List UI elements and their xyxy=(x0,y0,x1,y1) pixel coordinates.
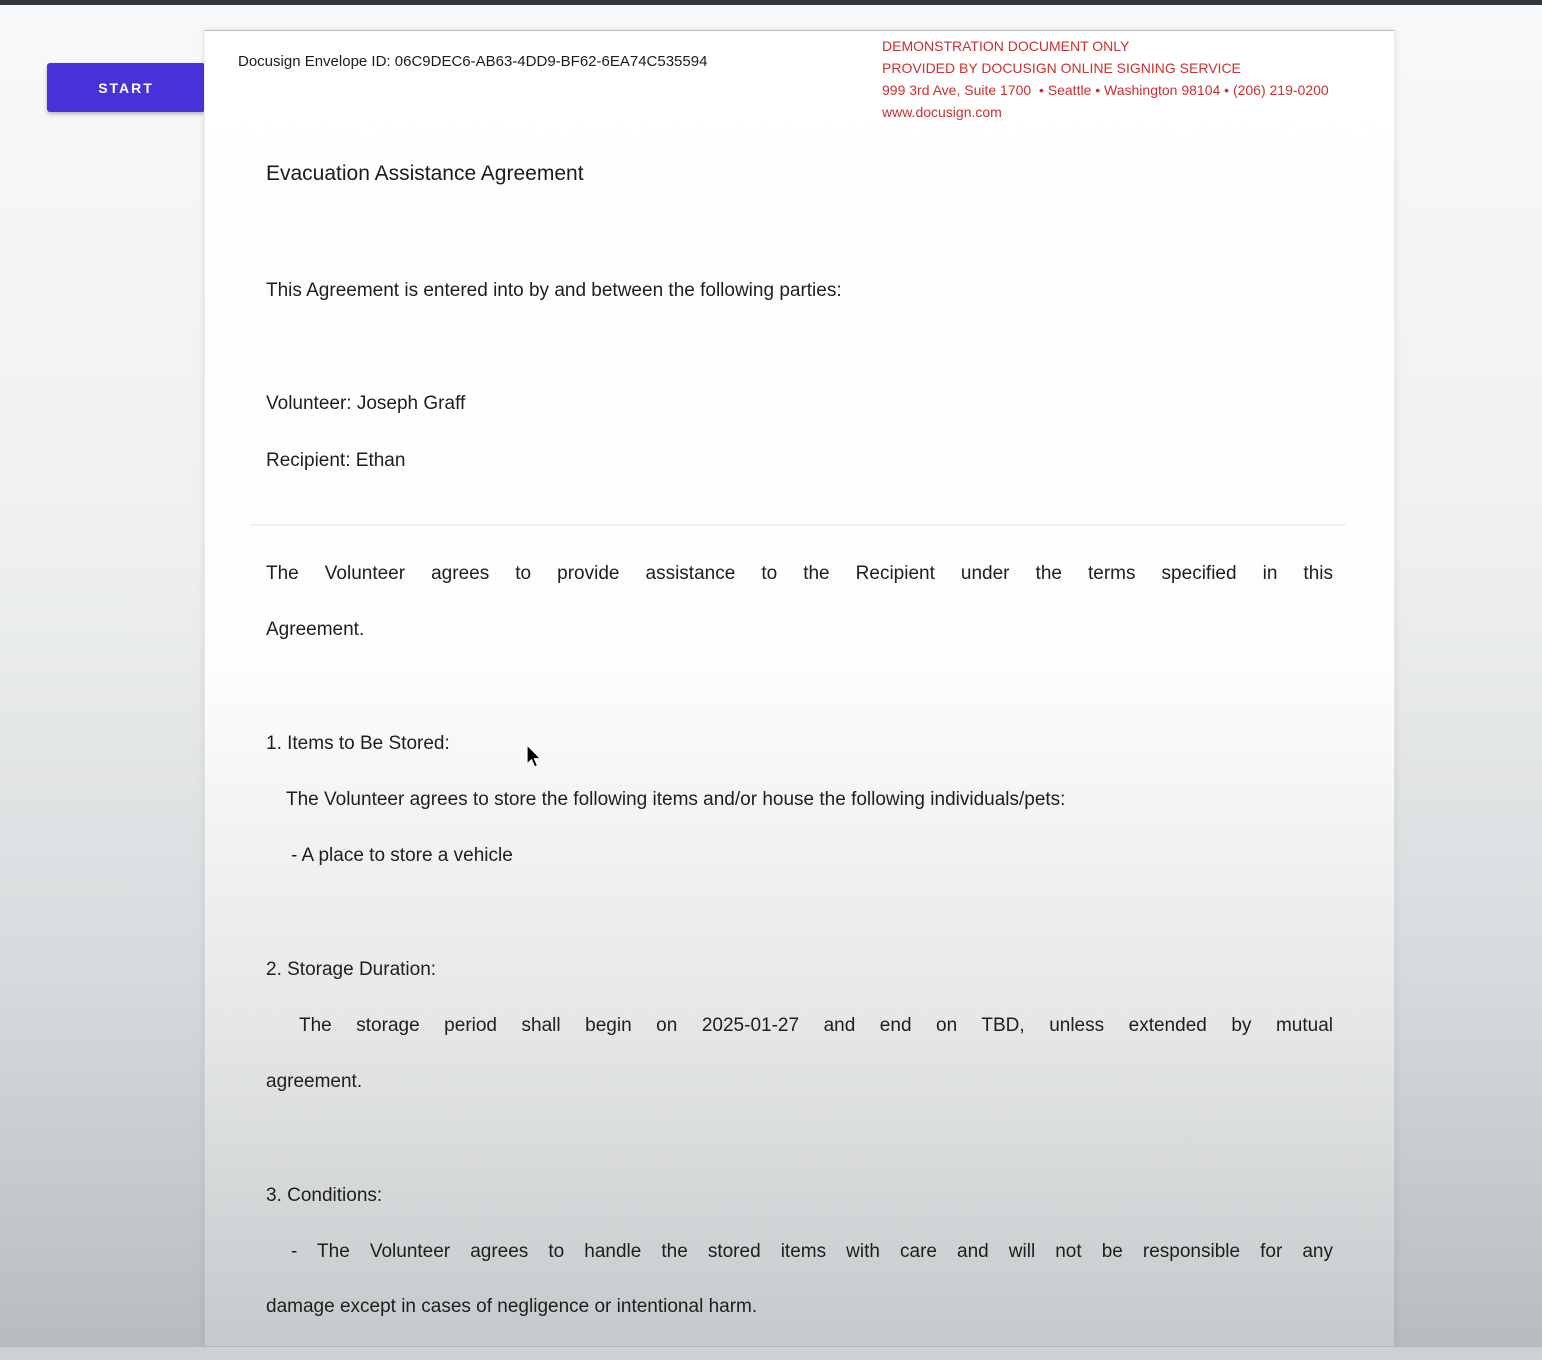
start-button[interactable] xyxy=(47,63,205,112)
section-1-body-line-2: - A place to store a vehicle xyxy=(291,845,513,866)
volunteer-line: Volunteer: Joseph Graff xyxy=(266,393,466,414)
section-2-body-line-1: The storage period shall begin on 2025-01-27 and end on TBD, unless extended by mutual xyxy=(299,1015,1333,1036)
demo-stamp-line-3: 999 3rd Ave, Suite 1700 • Seattle • Washington 98104 • (206) 219-0200 xyxy=(882,82,1329,98)
document-page xyxy=(204,30,1395,1347)
bottom-strip xyxy=(0,1346,1542,1360)
intro-line: This Agreement is entered into by and between the following parties: xyxy=(266,280,842,301)
demo-stamp-line-1: DEMONSTRATION DOCUMENT ONLY xyxy=(882,38,1130,54)
section-1-body-line-1: The Volunteer agrees to store the following items and/or house the following individuals/pets: xyxy=(286,789,1066,810)
demo-stamp-line-2: PROVIDED BY DOCUSIGN ONLINE SIGNING SERVICE xyxy=(882,60,1241,76)
section-1-heading: 1. Items to Be Stored: xyxy=(266,733,450,754)
demo-stamp xyxy=(882,35,1394,123)
envelope-id-text: Docusign Envelope ID: 06C9DEC6-AB63-4DD9-BF62-6EA74C535594 xyxy=(238,53,708,70)
cursor-icon xyxy=(524,744,545,770)
section-2-body-line-2: agreement. xyxy=(266,1071,363,1092)
recipient-line: Recipient: Ethan xyxy=(266,450,406,471)
document-title: Evacuation Assistance Agreement xyxy=(266,162,584,185)
terms-line-2: Agreement. xyxy=(266,619,365,640)
demo-stamp-line-4: www.docusign.com xyxy=(882,104,1002,120)
section-3-body-line-1: - The Volunteer agrees to handle the stored items with care and will not be responsible for any xyxy=(291,1241,1333,1262)
section-divider xyxy=(250,524,1346,526)
start-button-label: START xyxy=(98,79,154,96)
section-3-body-line-2: damage except in cases of negligence or intentional harm. xyxy=(266,1296,758,1317)
section-3-heading: 3. Conditions: xyxy=(266,1185,383,1206)
top-bar xyxy=(0,0,1542,5)
section-2-heading: 2. Storage Duration: xyxy=(266,959,437,980)
terms-line-1: The Volunteer agrees to provide assistance to the Recipient under the terms specified in this xyxy=(266,563,1333,584)
